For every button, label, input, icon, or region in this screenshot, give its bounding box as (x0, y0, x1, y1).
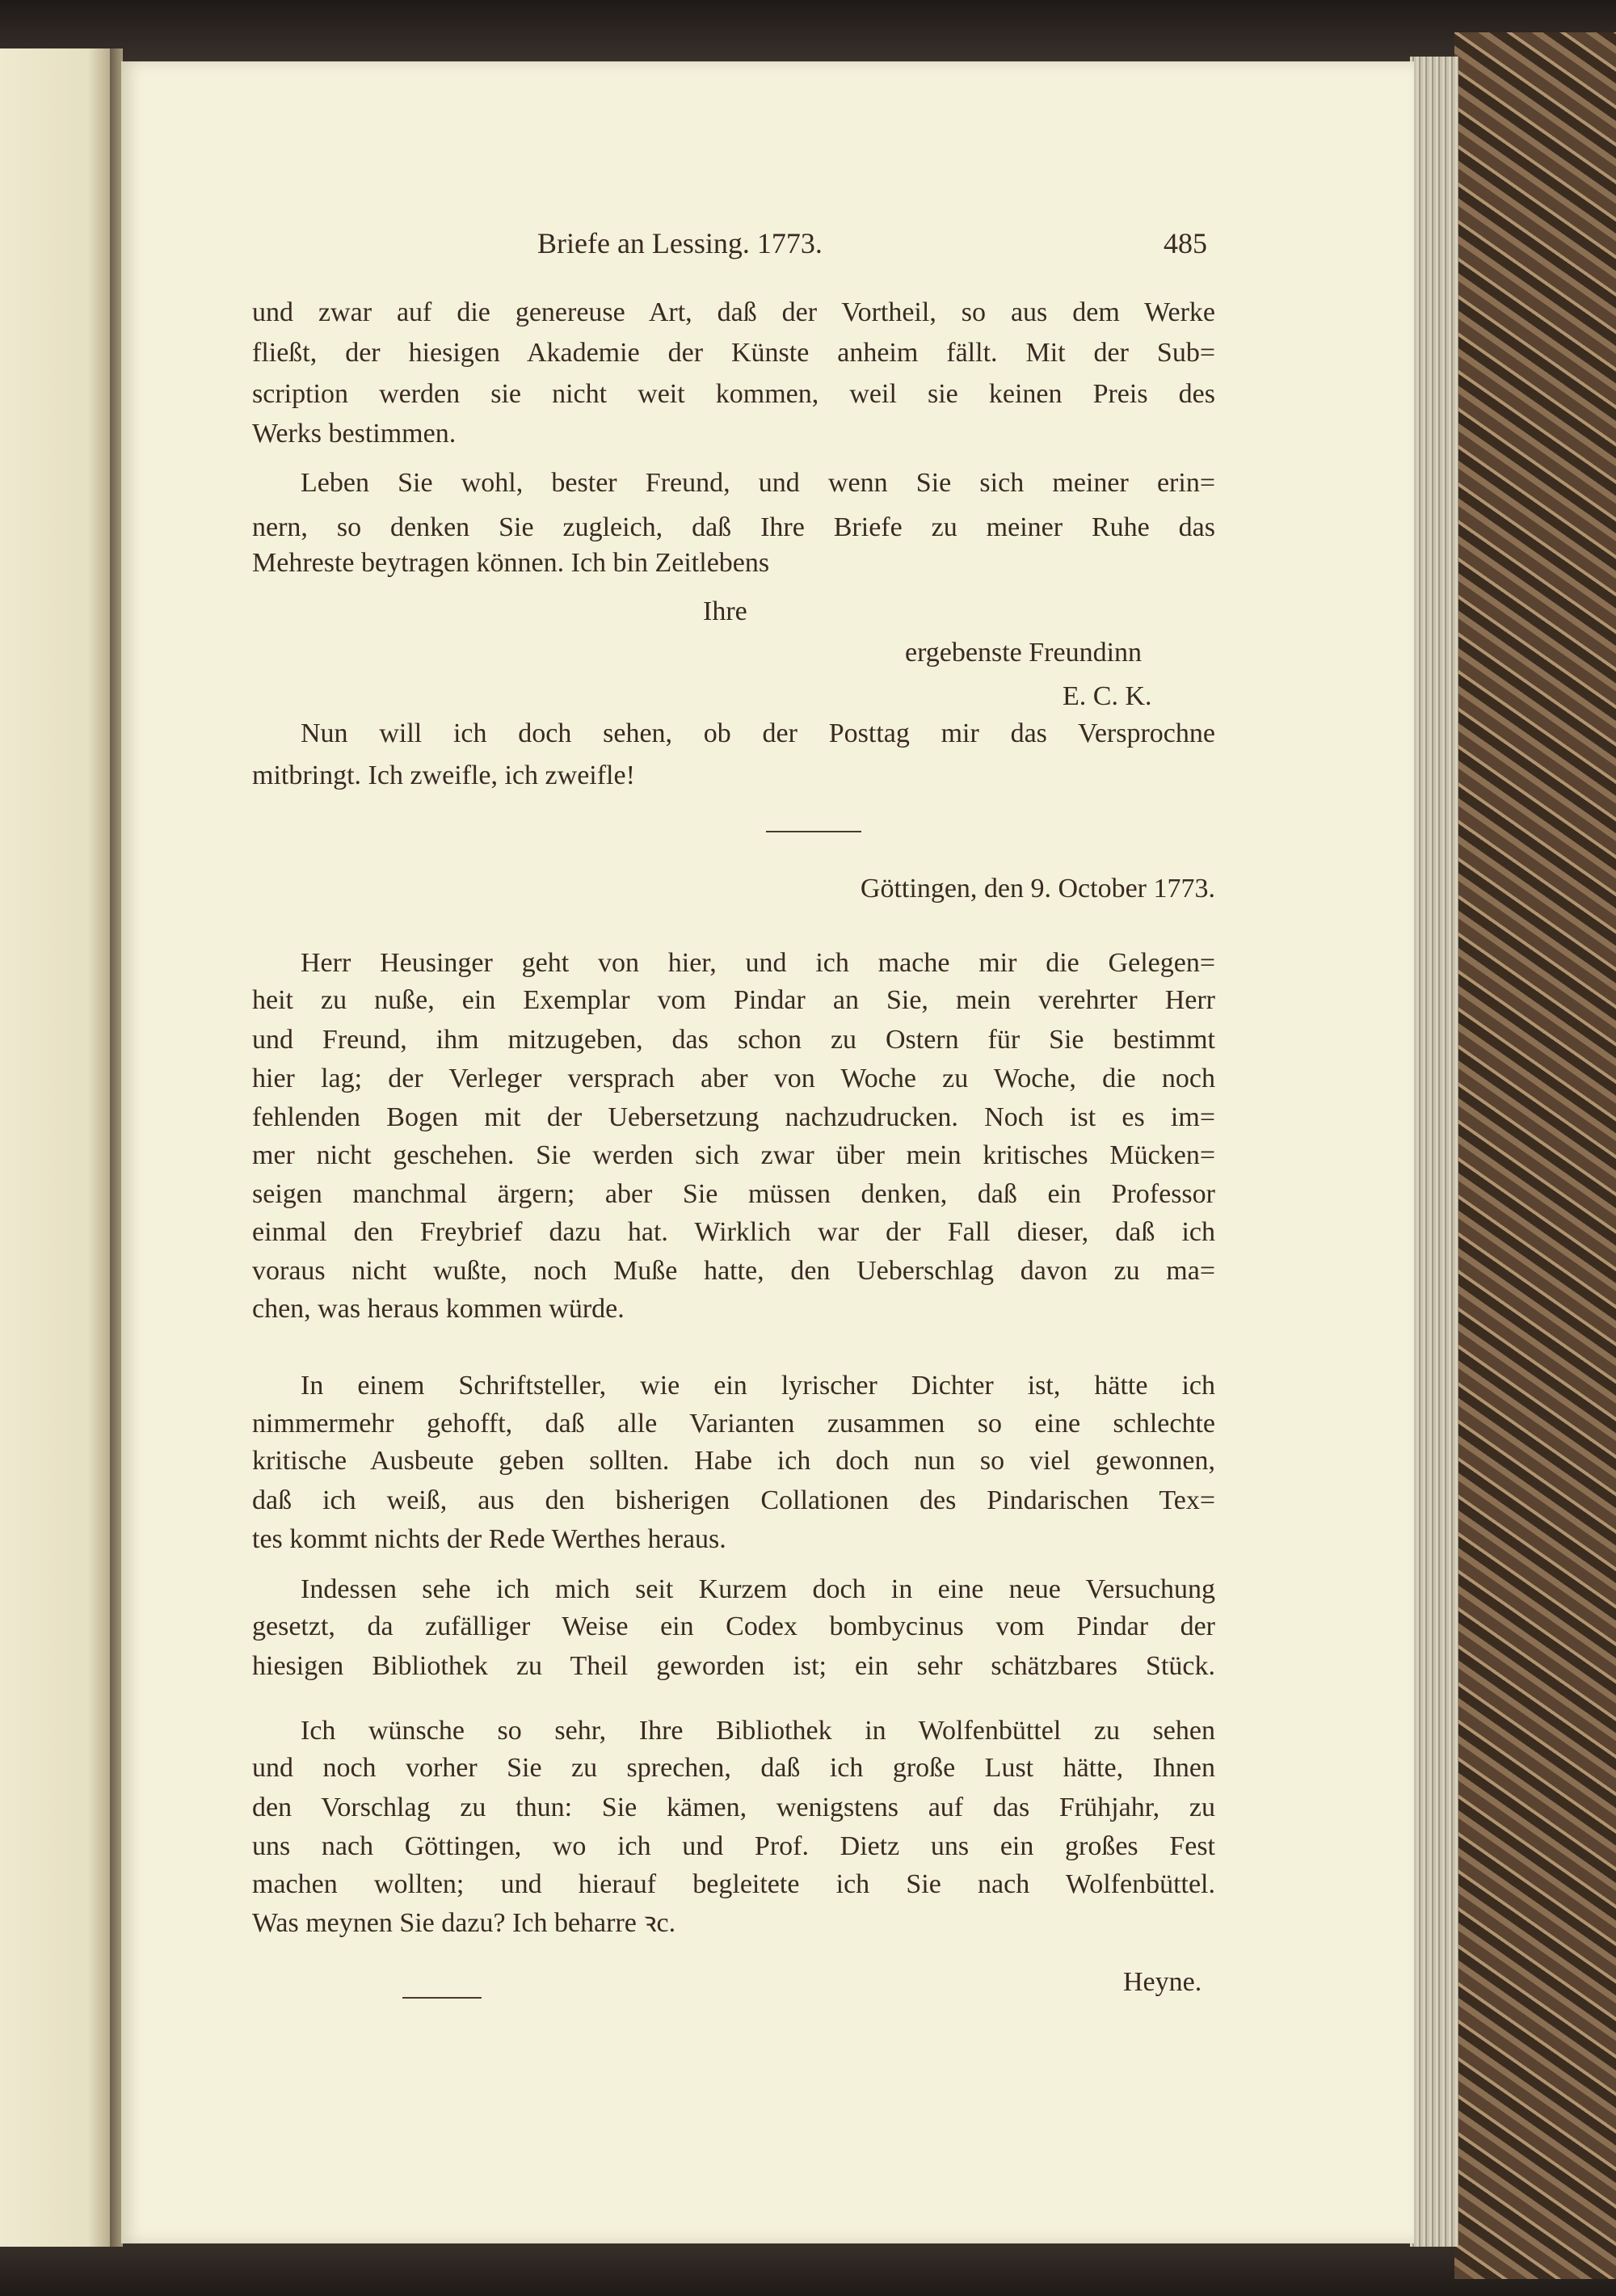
text-line: daß ich weiß, aus den bisherigen Collationen des Pindarischen Tex= (252, 1485, 1215, 1515)
text-line: hiesigen Bibliothek zu Theil geworden ist; ein sehr schätzbares Stück. (252, 1651, 1215, 1681)
signature-heyne: Heyne. (1123, 1967, 1202, 1997)
book-top-edge (0, 0, 1616, 65)
text-line: Werks bestimmen. (252, 419, 457, 449)
text-line: mer nicht geschehen. Sie werden sich zwar über mein kritisches Mücken= (252, 1140, 1215, 1170)
text-line: Herr Heusinger geht von hier, und ich mache mir die Gelegen= (301, 948, 1215, 978)
text-line: scription werden sie nicht weit kommen, weil sie keinen Preis des (252, 379, 1215, 409)
text-line: voraus nicht wußte, noch Muße hatte, den Ueberschlag davon zu ma= (252, 1256, 1215, 1286)
page-fore-edge (1410, 57, 1458, 2247)
text-line: gesetzt, da zufälliger Weise ein Codex bombycinus vom Pindar der (252, 1611, 1215, 1641)
text-line: und Freund, ihm mitzugeben, das schon zu Ostern für Sie bestimmt (252, 1025, 1215, 1055)
text-line: nimmermehr gehofft, daß alle Varianten zusammen so eine schlechte (252, 1409, 1215, 1439)
text-line: In einem Schriftsteller, wie ein lyrischer Dichter ist, hätte ich (301, 1371, 1215, 1401)
marbled-cover (1454, 32, 1616, 2279)
text-line: einmal den Freybrief dazu hat. Wirklich war der Fall dieser, daß ich (252, 1217, 1215, 1247)
text-line: den Vorschlag zu thun: Sie kämen, wenigstens auf das Frühjahr, zu (252, 1793, 1215, 1822)
dateline: Göttingen, den 9. October 1773. (860, 874, 1215, 904)
text-line: tes kommt nichts der Rede Werthes heraus. (252, 1524, 726, 1554)
text-line: Nun will ich doch sehen, ob der Posttag mir das Versprochne (301, 718, 1215, 748)
closing-ihre: Ihre (703, 596, 747, 626)
text-line: machen wollten; und hierauf begleitete ich Sie nach Wolfenbüttel. (252, 1869, 1215, 1899)
signature-eck: E. C. K. (1063, 681, 1152, 711)
text-line: uns nach Göttingen, wo ich und Prof. Dietz uns ein großes Fest (252, 1831, 1215, 1861)
text-line: Leben Sie wohl, bester Freund, und wenn Sie sich meiner erin= (301, 468, 1215, 498)
text-line: fehlenden Bogen mit der Uebersetzung nachzudrucken. Noch ist es im= (252, 1102, 1215, 1132)
text-line: nern, so denken Sie zugleich, daß Ihre Briefe zu meiner Ruhe das (252, 512, 1215, 542)
text-line: Ich wünsche so sehr, Ihre Bibliothek in Wolfenbüttel zu sehen (301, 1716, 1215, 1746)
text-line: heit zu nuße, ein Exemplar vom Pindar an Sie, mein verehrter Herr (252, 985, 1215, 1015)
book-bottom-edge (0, 2239, 1616, 2296)
page-number: 485 (1164, 227, 1207, 259)
text-line: Mehreste beytragen können. Ich bin Zeitlebens (252, 548, 770, 578)
separator-rule (402, 1997, 482, 1999)
text-line: chen, was heraus kommen würde. (252, 1294, 625, 1324)
closing-freundinn: ergebenste Freundinn (905, 638, 1143, 668)
separator-rule (766, 831, 861, 832)
text-line: Was meynen Sie dazu? Ich beharre ꝛc. (252, 1908, 676, 1938)
text-line: kritische Ausbeute geben sollten. Habe ich doch nun so viel gewonnen, (252, 1446, 1215, 1476)
text-line: mitbringt. Ich zweifle, ich zweifle! (252, 760, 635, 790)
text-line: und zwar auf die genereuse Art, daß der Vortheil, so aus dem Werke (252, 297, 1215, 327)
text-line: Indessen sehe ich mich seit Kurzem doch in eine neue Versuchung (301, 1574, 1215, 1604)
running-title: Briefe an Lessing. 1773. (537, 227, 823, 259)
text-line: seigen manchmal ärgern; aber Sie müssen denken, daß ein Professor (252, 1179, 1215, 1209)
left-page-edge (0, 48, 110, 2247)
text-line: fließt, der hiesigen Akademie der Künste anheim fällt. Mit der Sub= (252, 338, 1215, 368)
text-line: hier lag; der Verleger versprach aber von Woche zu Woche, die noch (252, 1064, 1215, 1093)
text-line: und noch vorher Sie zu sprechen, daß ich große Lust hätte, Ihnen (252, 1753, 1215, 1783)
